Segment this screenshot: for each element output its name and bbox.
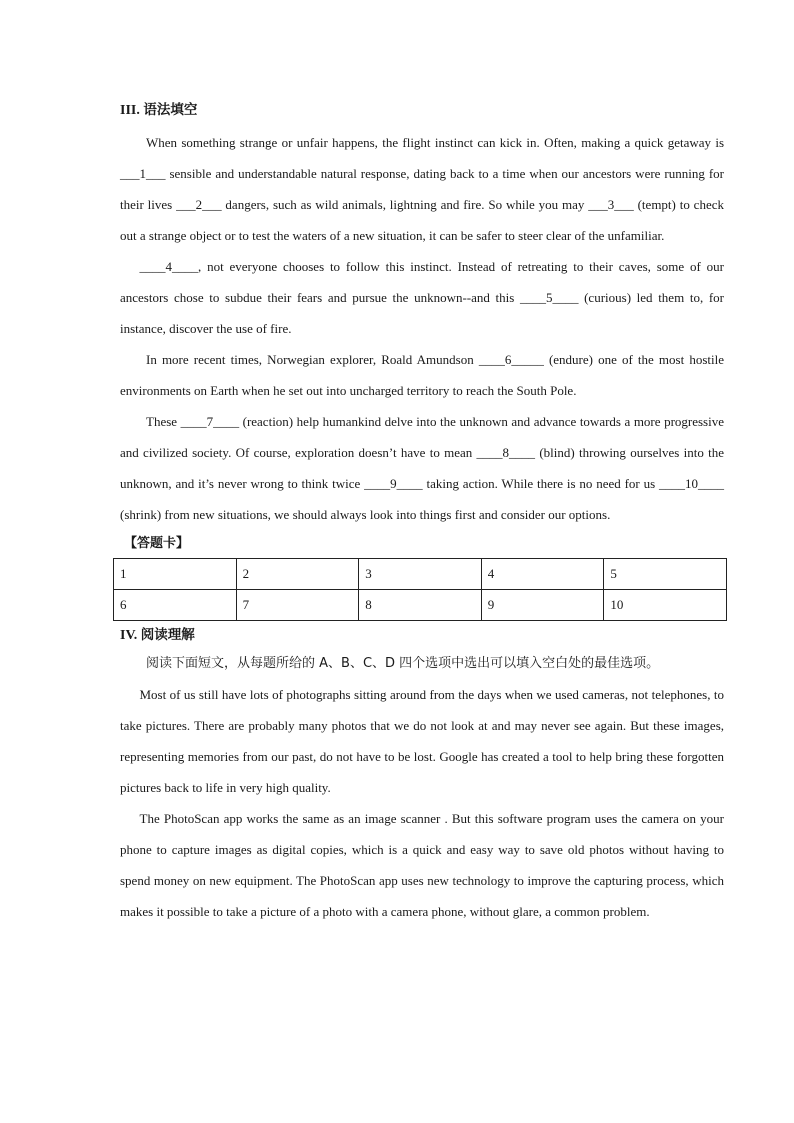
answer-cell-7[interactable]: 7 <box>236 590 359 621</box>
reading-paragraph-1: Most of us still have lots of photographs sitting around from the days when we used cameras, not telephones, to take pictures. There are probably many photos that we do not look at and may never see again. But these images, representing memories from our past, do not have to be lost. Google has created a tool to help bring these forgotten pictures back to life in very high quality. <box>120 687 724 795</box>
grammar-fill-passage <box>120 127 724 530</box>
reading-instruction: 阅读下面短文，从每题所给的 A、B、C、D 四个选项中选出可以填入空白处的最佳选项。 <box>146 656 660 671</box>
answer-cell-10[interactable]: 10 <box>604 590 727 621</box>
answer-card-row <box>114 590 727 621</box>
answer-card-table <box>113 558 727 621</box>
answer-cell-9[interactable]: 9 <box>481 590 604 621</box>
answer-cell-2[interactable]: 2 <box>236 559 359 590</box>
answer-cell-4[interactable]: 4 <box>481 559 604 590</box>
passage-paragraph-3: In more recent times, Norwegian explorer, Roald Amundson ____6_____ (endure) one of the most hostile environments on Earth when he set out into uncharged territory to reach the South Pole. <box>120 352 724 398</box>
answer-card-row <box>114 559 727 590</box>
answer-cell-3[interactable]: 3 <box>359 559 482 590</box>
section-3-roman: III. <box>120 103 140 118</box>
section-4-title-cn: 阅读理解 <box>140 627 195 643</box>
answer-cell-5[interactable]: 5 <box>604 559 727 590</box>
section-4-title <box>120 623 724 648</box>
worksheet-page <box>120 98 724 927</box>
reading-paragraph-2: The PhotoScan app works the same as an image scanner . But this software program uses the camera on your phone to capture images as digital copies, which is a quick and easy way to save old photos without having to spend money on new equipment. The PhotoScan app uses new technology to improve the capturing process, which makes it possible to take a picture of a photo with a camera phone, without glare, a common problem. <box>120 811 724 919</box>
answer-card-title: 【答题卡】 <box>124 536 190 551</box>
section-3-title-cn: 语法填空 <box>143 102 198 118</box>
reading-passage <box>120 679 724 927</box>
answer-cell-1[interactable]: 1 <box>114 559 237 590</box>
answer-cell-6[interactable]: 6 <box>114 590 237 621</box>
passage-paragraph-1: When something strange or unfair happens, the flight instinct can kick in. Often, making a quick getaway is ___1___ sensible and understandable natural response, dating back to a time when our ancestors were running for their lives ___2___ dangers, such as wild animals, lightning and fire. So while you may ___3___ (tempt) to check out a strange object or to test the waters of a new situation, it can be safer to steer clear of the unfamiliar. <box>120 135 724 243</box>
passage-paragraph-4: These ____7____ (reaction) help humankind delve into the unknown and advance towards a more progressive and civilized society. Of course, exploration doesn’t have to mean ____8____ (blind) throwing ourselves into the unknown, and it’s never wrong to think twice ____9____ taking action. While there is no need for us ____10____ (shrink) from new situations, we should always look into things first and consider our options. <box>120 414 724 522</box>
answer-cell-8[interactable]: 8 <box>359 590 482 621</box>
passage-paragraph-2: ____4____, not everyone chooses to follow this instinct. Instead of retreating to their caves, some of our ancestors chose to subdue their fears and pursue the unknown--and this ____5____ (curious) led them to, for instance, discover the use of fire. <box>120 259 724 336</box>
section-4-roman: IV. <box>120 628 138 643</box>
section-3-title <box>120 98 724 123</box>
